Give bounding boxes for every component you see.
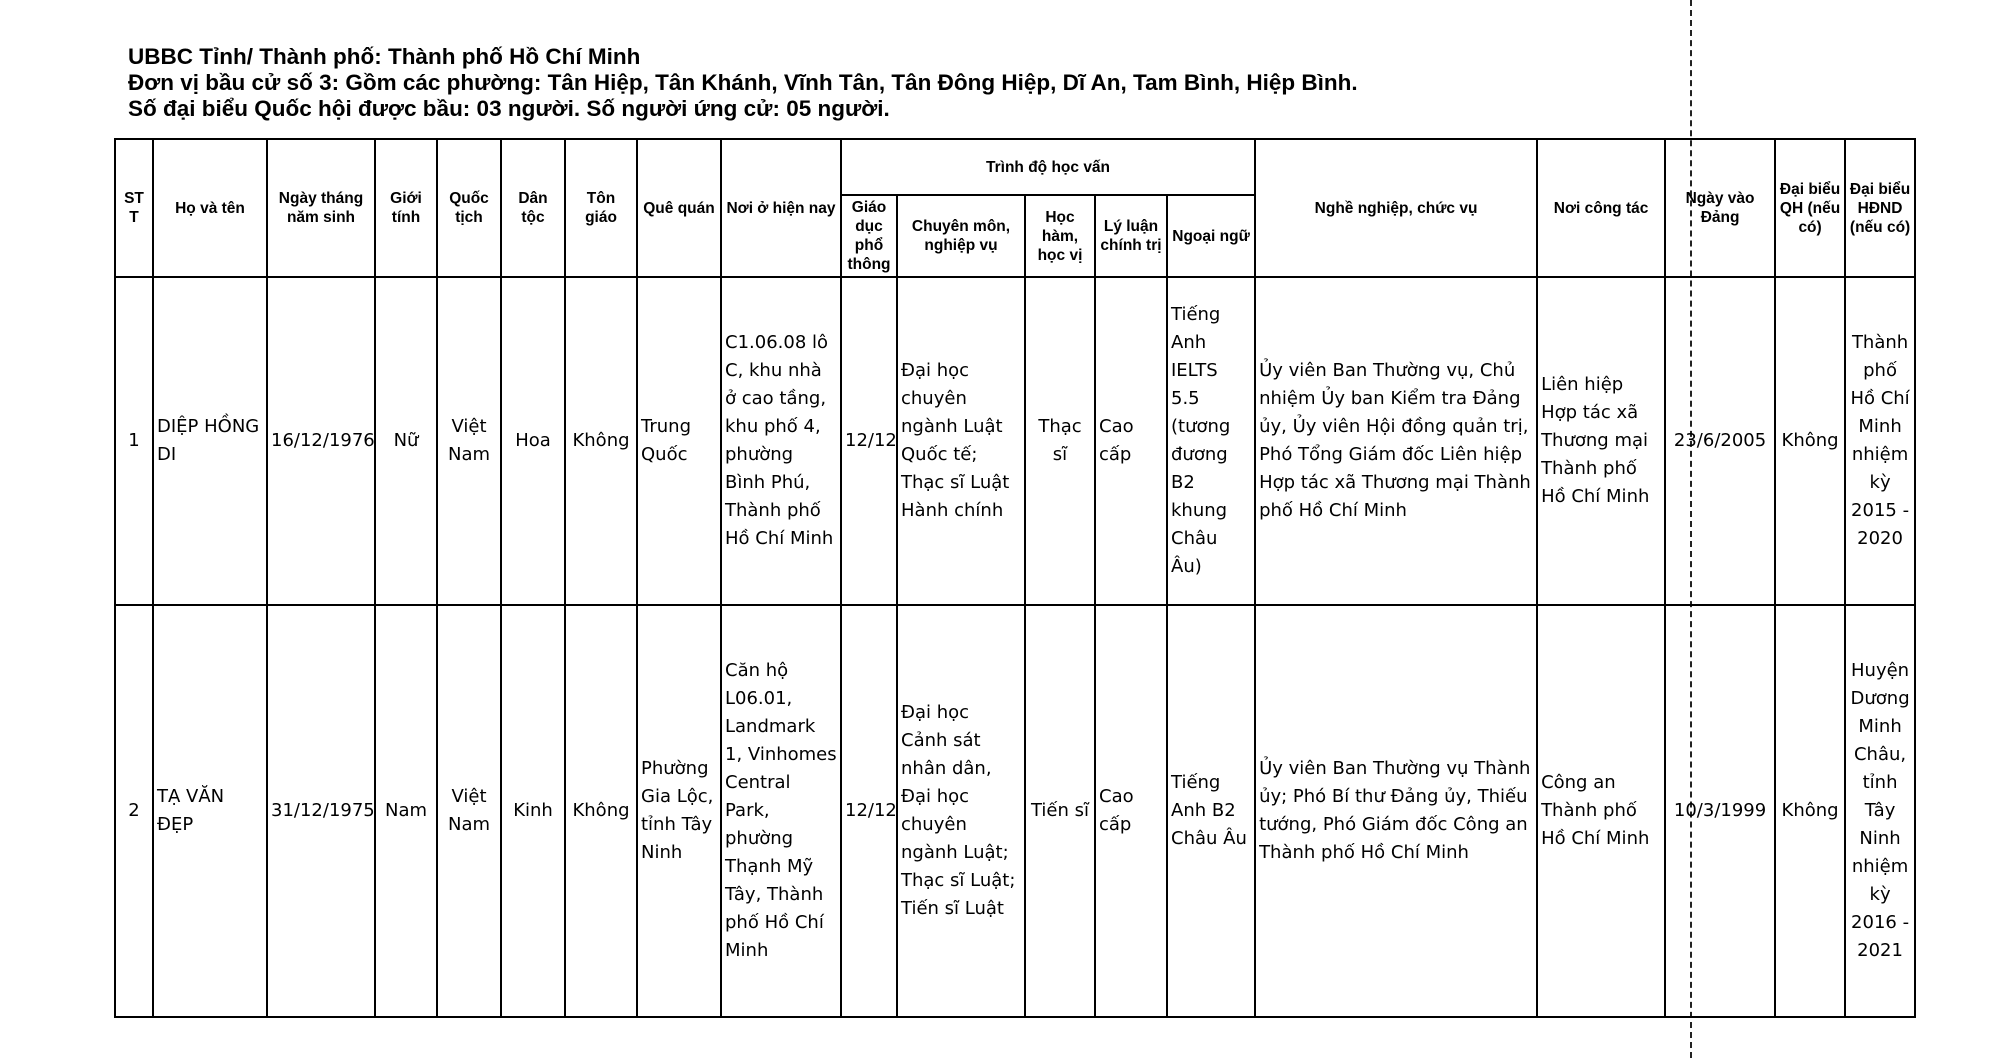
cell-specialty: Đại học chuyên ngành Luật Quốc tế; Thạc sĩ Luật Hành chính bbox=[897, 277, 1025, 605]
col-council-delegate: Đại biểu HĐND (nếu có) bbox=[1845, 139, 1915, 277]
cell-foreign-language: Tiếng Anh B2 Châu Âu bbox=[1167, 605, 1255, 1017]
header-row-top bbox=[115, 139, 1915, 195]
table-row bbox=[115, 277, 1915, 605]
cell-religion: Không bbox=[565, 605, 637, 1017]
col-party-date: Ngày vào Đảng bbox=[1665, 139, 1775, 277]
cell-na-delegate: Không bbox=[1775, 277, 1845, 605]
cell-occupation: Ủy viên Ban Thường vụ, Chủ nhiệm Ủy ban Kiểm tra Đảng ủy, Ủy viên Hội đồng quản trị, Phó Tổng Giám đốc Liên hiệp Hợp tác xã Thương mại Thành phố Hồ Chí Minh bbox=[1255, 277, 1537, 605]
col-gender: Giới tính bbox=[375, 139, 437, 277]
col-specialty: Chuyên môn, nghiệp vụ bbox=[897, 195, 1025, 277]
cell-specialty: Đại học Cảnh sát nhân dân, Đại học chuyên ngành Luật; Thạc sĩ Luật; Tiến sĩ Luật bbox=[897, 605, 1025, 1017]
cell-gender: Nữ bbox=[375, 277, 437, 605]
cell-general-education: 12/12 bbox=[841, 277, 897, 605]
col-general-education: Giáo dục phổ thông bbox=[841, 195, 897, 277]
cell-political-theory: Cao cấp bbox=[1095, 605, 1167, 1017]
col-hometown: Quê quán bbox=[637, 139, 721, 277]
cell-stt: 2 bbox=[115, 605, 153, 1017]
col-occupation: Nghề nghiệp, chức vụ bbox=[1255, 139, 1537, 277]
cell-workplace: Liên hiệp Hợp tác xã Thương mại Thành phố Hồ Chí Minh bbox=[1537, 277, 1665, 605]
col-na-delegate: Đại biểu QH (nếu có) bbox=[1775, 139, 1845, 277]
cell-nationality: Việt Nam bbox=[437, 605, 501, 1017]
candidate-table bbox=[114, 138, 1916, 1018]
cell-residence: C1.06.08 lô C, khu nhà ở cao tầng, khu phố 4, phường Bình Phú, Thành phố Hồ Chí Minh bbox=[721, 277, 841, 605]
table-row bbox=[115, 605, 1915, 1017]
cell-religion: Không bbox=[565, 277, 637, 605]
document-header bbox=[128, 44, 1828, 122]
cell-foreign-language: Tiếng Anh IELTS 5.5 (tương đương B2 khung Châu Âu) bbox=[1167, 277, 1255, 605]
cell-nationality: Việt Nam bbox=[437, 277, 501, 605]
election-committee-line: UBBC Tỉnh/ Thành phố: Thành phố Hồ Chí Minh bbox=[128, 44, 641, 69]
cell-ethnicity: Hoa bbox=[501, 277, 565, 605]
cell-hometown: Trung Quốc bbox=[637, 277, 721, 605]
col-education-group: Trình độ học vấn bbox=[841, 139, 1255, 195]
col-residence: Nơi ở hiện nay bbox=[721, 139, 841, 277]
col-workplace: Nơi công tác bbox=[1537, 139, 1665, 277]
cell-name: TẠ VĂN ĐẸP bbox=[153, 605, 267, 1017]
col-ethnicity: Dân tộc bbox=[501, 139, 565, 277]
col-dob: Ngày tháng năm sinh bbox=[267, 139, 375, 277]
cell-ethnicity: Kinh bbox=[501, 605, 565, 1017]
cell-dob: 31/12/1975 bbox=[267, 605, 375, 1017]
cell-general-education: 12/12 bbox=[841, 605, 897, 1017]
col-religion: Tôn giáo bbox=[565, 139, 637, 277]
cell-academic-title: Tiến sĩ bbox=[1025, 605, 1095, 1017]
cell-hometown: Phường Gia Lộc, tỉnh Tây Ninh bbox=[637, 605, 721, 1017]
col-academic-title: Học hàm, học vị bbox=[1025, 195, 1095, 277]
cell-academic-title: Thạc sĩ bbox=[1025, 277, 1095, 605]
cell-party-date: 10/3/1999 bbox=[1665, 605, 1775, 1017]
cell-gender: Nam bbox=[375, 605, 437, 1017]
delegate-count-line: Số đại biểu Quốc hội được bầu: 03 người. Số người ứng cử: 05 người. bbox=[128, 96, 890, 121]
col-foreign-language: Ngoại ngữ bbox=[1167, 195, 1255, 277]
electoral-unit-line: Đơn vị bầu cử số 3: Gồm các phường: Tân Hiệp, Tân Khánh, Vĩnh Tân, Tân Đông Hiệp, Dĩ An, Tam Bình, Hiệp Bình. bbox=[128, 70, 1358, 95]
cell-na-delegate: Không bbox=[1775, 605, 1845, 1017]
cell-workplace: Công an Thành phố Hồ Chí Minh bbox=[1537, 605, 1665, 1017]
col-nationality: Quốc tịch bbox=[437, 139, 501, 277]
cell-name: DIỆP HỒNG DI bbox=[153, 277, 267, 605]
cell-council-delegate: Huyện Dương Minh Châu, tỉnh Tây Ninh nhiệm kỳ 2016 - 2021 bbox=[1845, 605, 1915, 1017]
cell-council-delegate: Thành phố Hồ Chí Minh nhiệm kỳ 2015 - 2020 bbox=[1845, 277, 1915, 605]
cell-occupation: Ủy viên Ban Thường vụ Thành ủy; Phó Bí thư Đảng ủy, Thiếu tướng, Phó Giám đốc Công an Thành phố Hồ Chí Minh bbox=[1255, 605, 1537, 1017]
cell-residence: Căn hộ L06.01, Landmark 1, Vinhomes Central Park, phường Thạnh Mỹ Tây, Thành phố Hồ Chí Minh bbox=[721, 605, 841, 1017]
cell-political-theory: Cao cấp bbox=[1095, 277, 1167, 605]
col-political-theory: Lý luận chính trị bbox=[1095, 195, 1167, 277]
cell-stt: 1 bbox=[115, 277, 153, 605]
col-stt: ST T bbox=[115, 139, 153, 277]
col-name: Họ và tên bbox=[153, 139, 267, 277]
cell-party-date: 23/6/2005 bbox=[1665, 277, 1775, 605]
cell-dob: 16/12/1976 bbox=[267, 277, 375, 605]
